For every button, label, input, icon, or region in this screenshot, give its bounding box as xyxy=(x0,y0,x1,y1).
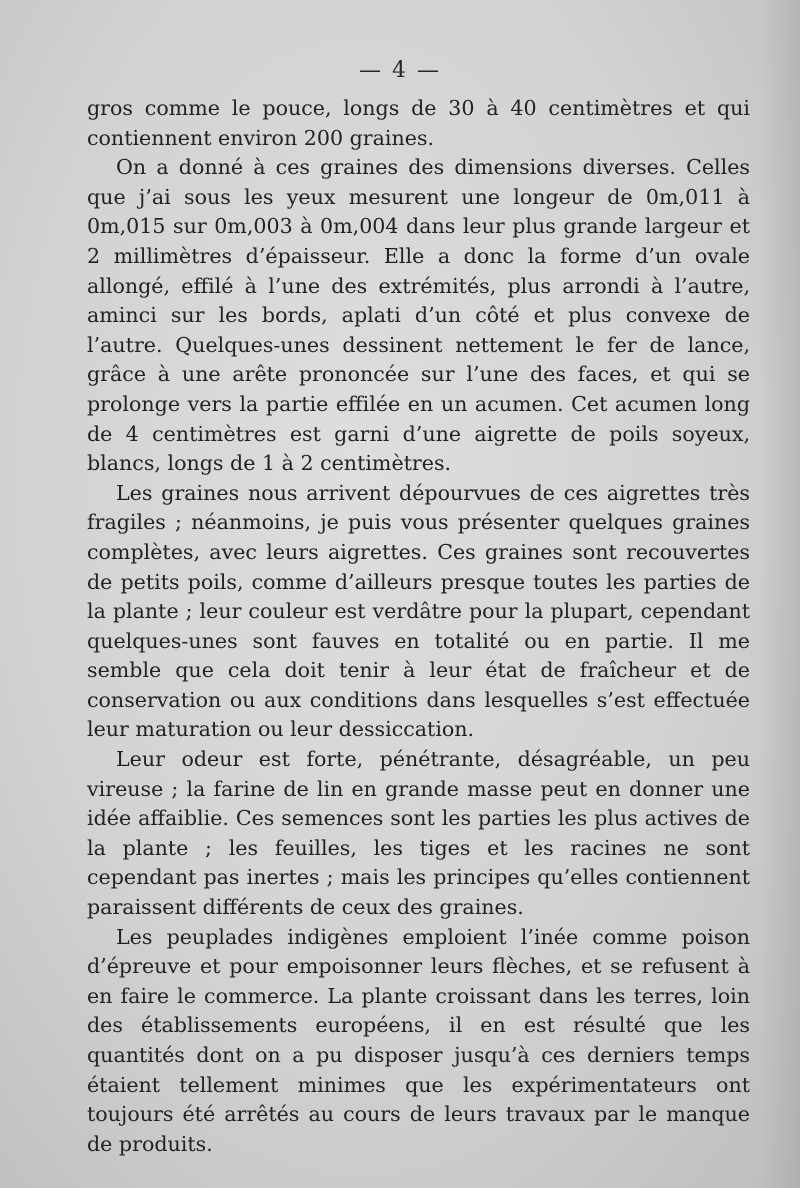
paragraph-seed-aigrettes: Les graines nous arrivent dépourvues de ces aigrettes très fragiles ; néanmoins, je puis vous présenter quelques graines complètes, avec leurs aigrettes. Ces graines sont recouvertes de petits poils, comme d’ailleurs presque toutes les parties de la plante ; leur couleur est verdâtre pour la plupart, cependant quelques-unes sont fauves en totalité ou en partie. Il me semble que cela doit tenir à leur état de fraîcheur et de conservation ou aux conditions dans lesquelles s’est effectuée leur maturation ou leur dessiccation. xyxy=(87,480,750,742)
paragraph-seed-dimensions: On a donné à ces graines des dimensions diverses. Celles que j’ai sous les yeux mesurent une longeur de 0m,011 à 0m,015 sur 0m,003 à 0m,004 dans leur plus grande largeur et 2 millimètres d’épaisseur. Elle a donc la forme d’un ovale allongé, effilé à l’une des extrémités, plus arrondi à l’autre, aminci sur les bords, aplati d’un côté et plus convexe de l’autre. Quelques-unes dessinent nettement le fer de lance, grâce à une arête prononcée sur l’une des faces, et qui se prolonge vers la partie effilée en un acumen. Cet acumen long de 4 centimètres est garni d’une aigrette de poils soyeux, blancs, longs de 1 à 2 centimètres. xyxy=(87,155,750,476)
paragraph-seed-odor: Leur odeur est forte, pénétrante, désagréable, un peu vireuse ; la farine de lin en grande masse peut en donner une idée affaiblie. Ces semences sont les parties les plus actives de la plante ; les feuilles, les tiges et les racines ne sont cependant pas inertes ; mais les principes qu’elles contiennent paraissent différents de ceux des graines. xyxy=(87,747,750,920)
page-edge-shadow xyxy=(760,0,800,1188)
paragraph-continuation: gros comme le pouce, longs de 30 à 40 centimètres et qui contiennent environ 200 graines. xyxy=(87,96,750,150)
paragraph-indigenous-use: Les peuplades indigènes emploient l’inée comme poison d’épreuve et pour empoisonner leurs flèches, et se refusent à en faire le commerce. La plante croissant dans les terres, loin des établissements européens, il en est résulté que les quantités dont on a pu disposer jusqu’à ces derniers temps étaient tellement minimes que les expérimentateurs ont toujours été arrêtés au cours de leurs travaux par le manque de produits. xyxy=(87,924,750,1156)
page-number: — 4 — xyxy=(359,58,441,83)
body-text xyxy=(87,94,750,1159)
